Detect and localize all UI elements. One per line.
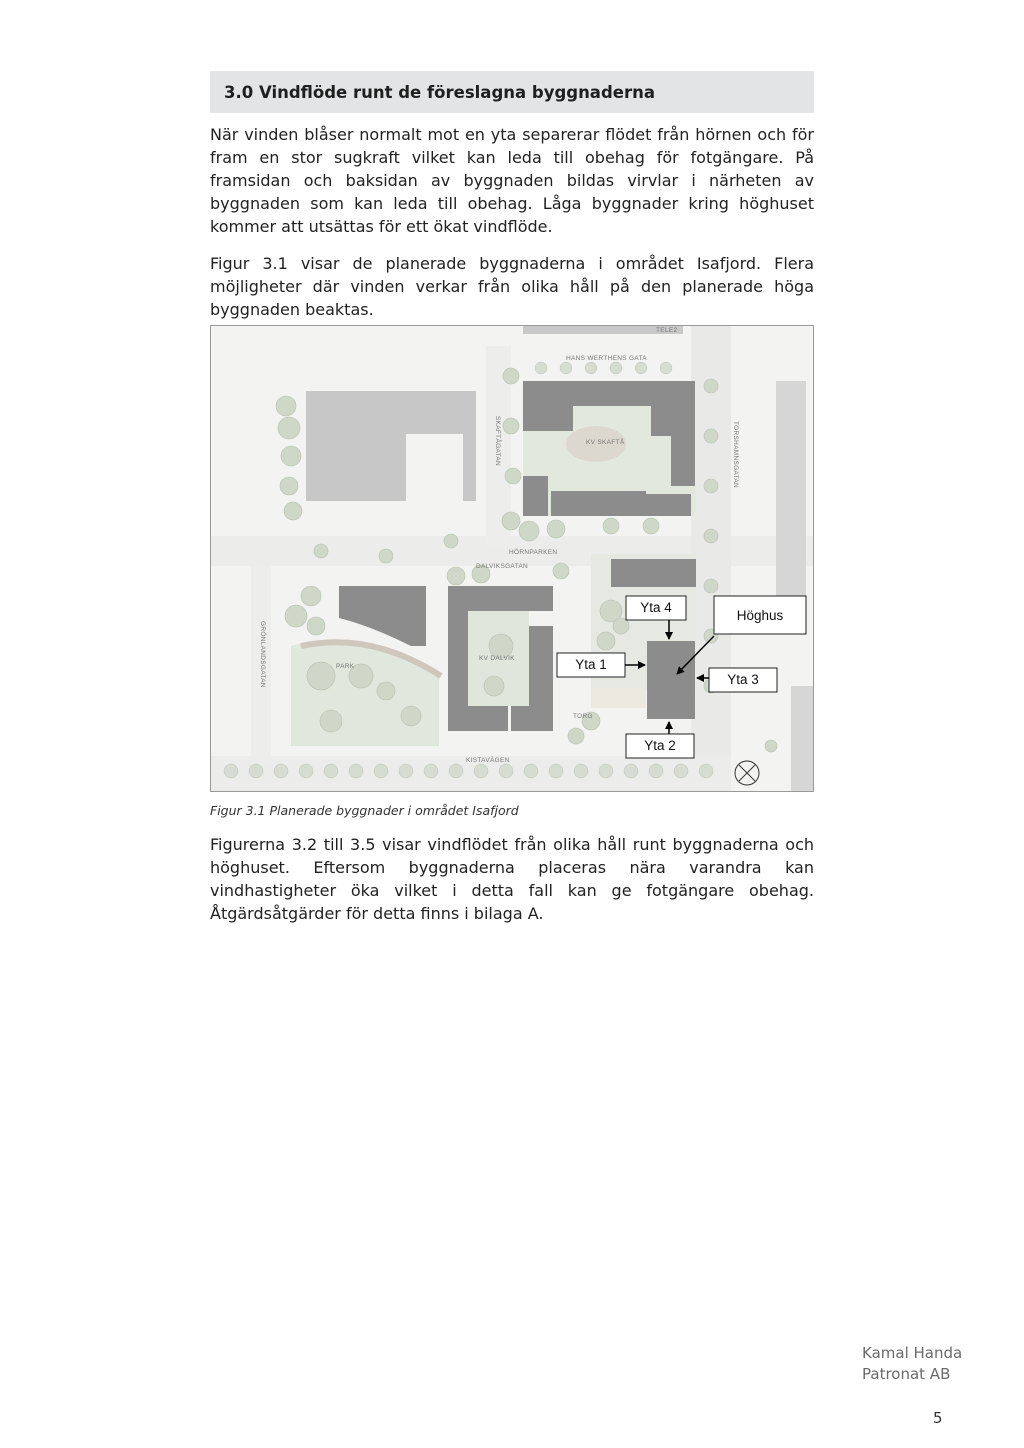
figure-caption: Figur 3.1 Planerade byggnader i området Isafjord <box>210 803 519 818</box>
footer-company: Patronat AB <box>862 1365 951 1383</box>
paragraph-figure-reference: Figur 3.1 visar de planerade byggnaderna i området Isafjord. Flera möjligheter där vinden verkar från olika håll på den planerade höga byggnaden beaktas. <box>210 254 814 319</box>
block-kv-dalvik: KV DALVIK <box>479 655 515 662</box>
street-tele2: TELE2 <box>656 327 678 334</box>
street-hornparken: HÖRNPARKEN <box>509 549 558 556</box>
paragraph-wind-flow: Figurerna 3.2 till 3.5 visar vindflödet från olika håll runt byggnaderna och höghuset. Eftersom byggnaderna placeras nära varandra kan vindhastigheter öka vilket i detta fall kan ge fotgängare obehag. Åtgärdsåtgärder för detta finns i bilaga A. <box>210 835 814 923</box>
hoghus-building <box>647 641 695 719</box>
street-kistavagen: KISTAVÄGEN <box>466 757 510 764</box>
block-kv-skafta: KV SKAFTÅ <box>586 439 625 446</box>
street-gronlandsgatan: GRÖNLANDSGATAN <box>259 621 266 688</box>
site-plan-drawing <box>211 326 813 791</box>
footer-author-block <box>862 1343 962 1385</box>
street-hans-werthens: HANS WERTHENS GATA <box>566 355 647 362</box>
page-number: 5 <box>933 1409 943 1427</box>
paragraph-intro: När vinden blåser normalt mot en yta separerar flödet från hörnen och för fram en stor sugkraft vilket kan leda till obehag för fotgängare. På framsidan och baksidan av byggnaden bildas virvlar i närheten av byggnaden som kan leda till obehag. Låga byggnader kring höghuset kommer att utsättas för ett ökat vindflöde. <box>210 125 814 236</box>
footer-author: Kamal Handa <box>862 1344 963 1362</box>
section-heading: 3.0 Vindflöde runt de föreslagna byggnaderna <box>224 82 655 102</box>
street-torshamnsgatan: TORSHAMNSGATAN <box>732 421 739 489</box>
yta1-label: Yta 1 <box>575 657 607 672</box>
yta3-label: Yta 3 <box>727 672 759 687</box>
hoghus-label: Höghus <box>736 608 784 623</box>
yta4-label: Yta 4 <box>640 600 672 615</box>
street-dalviksgatan: DALVIKSGATAN <box>476 563 529 570</box>
yta2-label: Yta 2 <box>644 738 676 753</box>
street-skaftagatan: SKAFTÅGATAN <box>494 416 501 467</box>
site-plan-figure <box>210 325 814 792</box>
street-torg: TORG <box>573 713 593 720</box>
street-park: PARK <box>336 663 355 670</box>
section-heading-bar <box>210 71 814 113</box>
